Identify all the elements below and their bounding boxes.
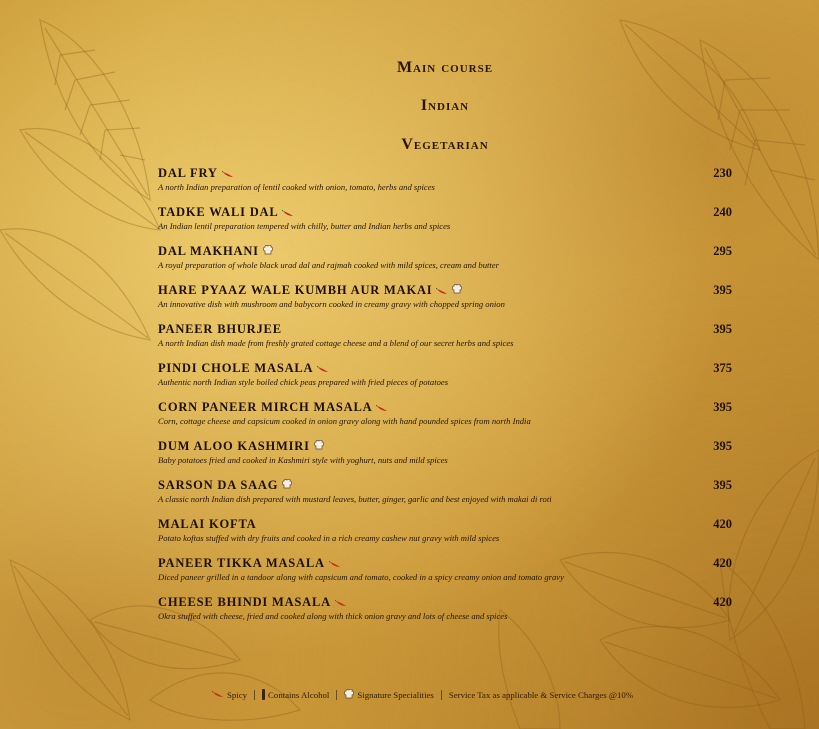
menu-item-description: A north Indian preparation of lentil cooked with onion, tomato, herbs and spices [158, 182, 435, 192]
menu-item-name-text: HARE PYAAZ WALE KUMBH AUR MAKAI [158, 283, 433, 297]
menu-item-marker [282, 206, 294, 221]
menu-item-name-text: PINDI CHOLE MASALA [158, 361, 314, 375]
chili-icon [335, 600, 347, 607]
menu-item-marker [314, 440, 324, 455]
chili-icon [329, 561, 341, 568]
chef-hat-icon [282, 479, 292, 490]
menu-item [158, 400, 732, 434]
menu-item-name [158, 478, 292, 494]
menu-item-name [158, 361, 329, 377]
menu-item-description: A classic north Indian dish prepared with mustard leaves, butter, ginger, garlic and best enjoyed with makai di roti [158, 494, 552, 504]
menu-item-name-text: DAL MAKHANI [158, 244, 259, 258]
legend-spicy-label: Spicy [227, 689, 248, 700]
menu-item-price: 420 [713, 517, 732, 531]
menu-item-marker [376, 401, 388, 416]
menu-item [158, 361, 732, 395]
menu-item-price: 420 [713, 595, 732, 609]
chili-icon [222, 171, 234, 178]
menu-item [158, 166, 732, 200]
menu-item-description: An Indian lentil preparation tempered with chilly, butter and Indian herbs and spices [158, 221, 451, 231]
chef-hat-icon [263, 245, 273, 256]
menu-item-name-text: DAL FRY [158, 166, 218, 180]
menu-item [158, 322, 732, 356]
menu-item-name-text: MALAI KOFTA [158, 517, 257, 531]
menu-item-description: A royal preparation of whole black urad dal and rajmah cooked with mild spices, cream and butter [158, 260, 499, 270]
menu-item-name [158, 166, 234, 182]
menu-item-price: 395 [713, 322, 732, 336]
divider [441, 690, 442, 700]
menu-item-price: 375 [713, 361, 732, 375]
menu-item-name [158, 400, 388, 416]
legend-signature [344, 689, 433, 700]
menu-item-description: Baby potatoes fried and cooked in Kashmiri style with yoghurt, nuts and mild spices [158, 455, 448, 465]
menu-item-description: Authentic north Indian style boiled chick peas prepared with fried pieces of potatoes [158, 377, 449, 387]
menu-item-name [158, 244, 273, 260]
menu-item-price: 395 [713, 478, 732, 492]
chili-icon [317, 366, 329, 373]
menu-item-name [158, 439, 324, 455]
chili-icon [376, 405, 388, 412]
divider [254, 690, 255, 700]
chef-hat-icon [344, 689, 354, 700]
menu-item-price: 295 [713, 244, 732, 258]
menu-item-marker [222, 167, 234, 182]
menu-item-name [158, 283, 462, 299]
menu-item-marker [282, 479, 292, 494]
menu-item [158, 595, 732, 629]
legend-signature-label: Signature Specialities [357, 689, 434, 700]
menu-item-name-text: DUM ALOO KASHMIRI [158, 439, 310, 453]
menu-item-name-text: PANEER TIKKA MASALA [158, 556, 325, 570]
chef-hat-icon [452, 284, 462, 295]
menu-item-price: 420 [713, 556, 732, 570]
menu-item-name-text: CHEESE BHINDI MASALA [158, 595, 331, 609]
menu-item-marker [436, 284, 462, 299]
menu-item-name-text: SARSON DA SAAG [158, 478, 279, 492]
menu-item-name-text: TADKE WALI DAL [158, 205, 279, 219]
category-heading: Vegetarian [401, 136, 489, 153]
menu-item-description: An innovative dish with mushroom and babycorn cooked in creamy gravy with chopped spring onion [158, 299, 505, 309]
bottle-icon [262, 689, 265, 700]
menu-item-description: Diced paneer grilled in a tandoor along with capsicum and tomato, cooked in a spicy creamy onion and tomato gravy [158, 572, 564, 582]
menu-item-marker [335, 596, 347, 611]
service-tax-note: Service Tax as applicable & Service Charges @10% [448, 689, 634, 700]
menu-item [158, 244, 732, 278]
chili-icon [436, 288, 448, 295]
menu-item-description: Potato koftas stuffed with dry fruits and cooked in a rich creamy cashew nut gravy with mild spices [158, 533, 500, 543]
chili-icon [282, 210, 294, 217]
menu-item-marker [317, 362, 329, 377]
menu-item-price: 240 [713, 205, 732, 219]
menu-item-marker [263, 245, 273, 260]
menu-item [158, 205, 732, 239]
menu-item-name [158, 322, 282, 337]
chili-icon [212, 691, 224, 698]
legend-spicy [212, 690, 247, 700]
menu-item-description: Okra stuffed with cheese, fried and cooked along with thick onion gravy and lots of cheese and spices [158, 611, 508, 621]
menu-item-name [158, 556, 341, 572]
menu-item [158, 439, 732, 473]
menu-item-price: 230 [713, 166, 732, 180]
menu-item-description: Corn, cottage cheese and capsicum cooked in onion gravy along with hand pounded spices from north India [158, 416, 531, 426]
section-heading: Main course [396, 59, 494, 76]
menu-item [158, 556, 732, 590]
menu-item-name-text: CORN PANEER MIRCH MASALA [158, 400, 373, 414]
menu-item-name [158, 205, 294, 221]
cuisine-heading: Indian [420, 97, 470, 114]
divider [336, 690, 337, 700]
menu-item-price: 395 [713, 439, 732, 453]
legend-alcohol [262, 689, 329, 700]
menu-item-marker [329, 557, 341, 572]
chef-hat-icon [314, 440, 324, 451]
menu-item [158, 517, 732, 551]
menu-item-price: 395 [713, 400, 732, 414]
menu-item [158, 283, 732, 317]
legend-alcohol-label: Contains Alcohol [268, 689, 330, 700]
legend-footer [212, 689, 692, 700]
menu-item-name [158, 517, 257, 532]
menu-item-name-text: PANEER BHURJEE [158, 322, 282, 336]
menu-item-price: 395 [713, 283, 732, 297]
menu-item-description: A north Indian dish made from freshly grated cottage cheese and a blend of our secret herbs and spices [158, 338, 514, 348]
menu-item-name [158, 595, 347, 611]
menu-item [158, 478, 732, 512]
